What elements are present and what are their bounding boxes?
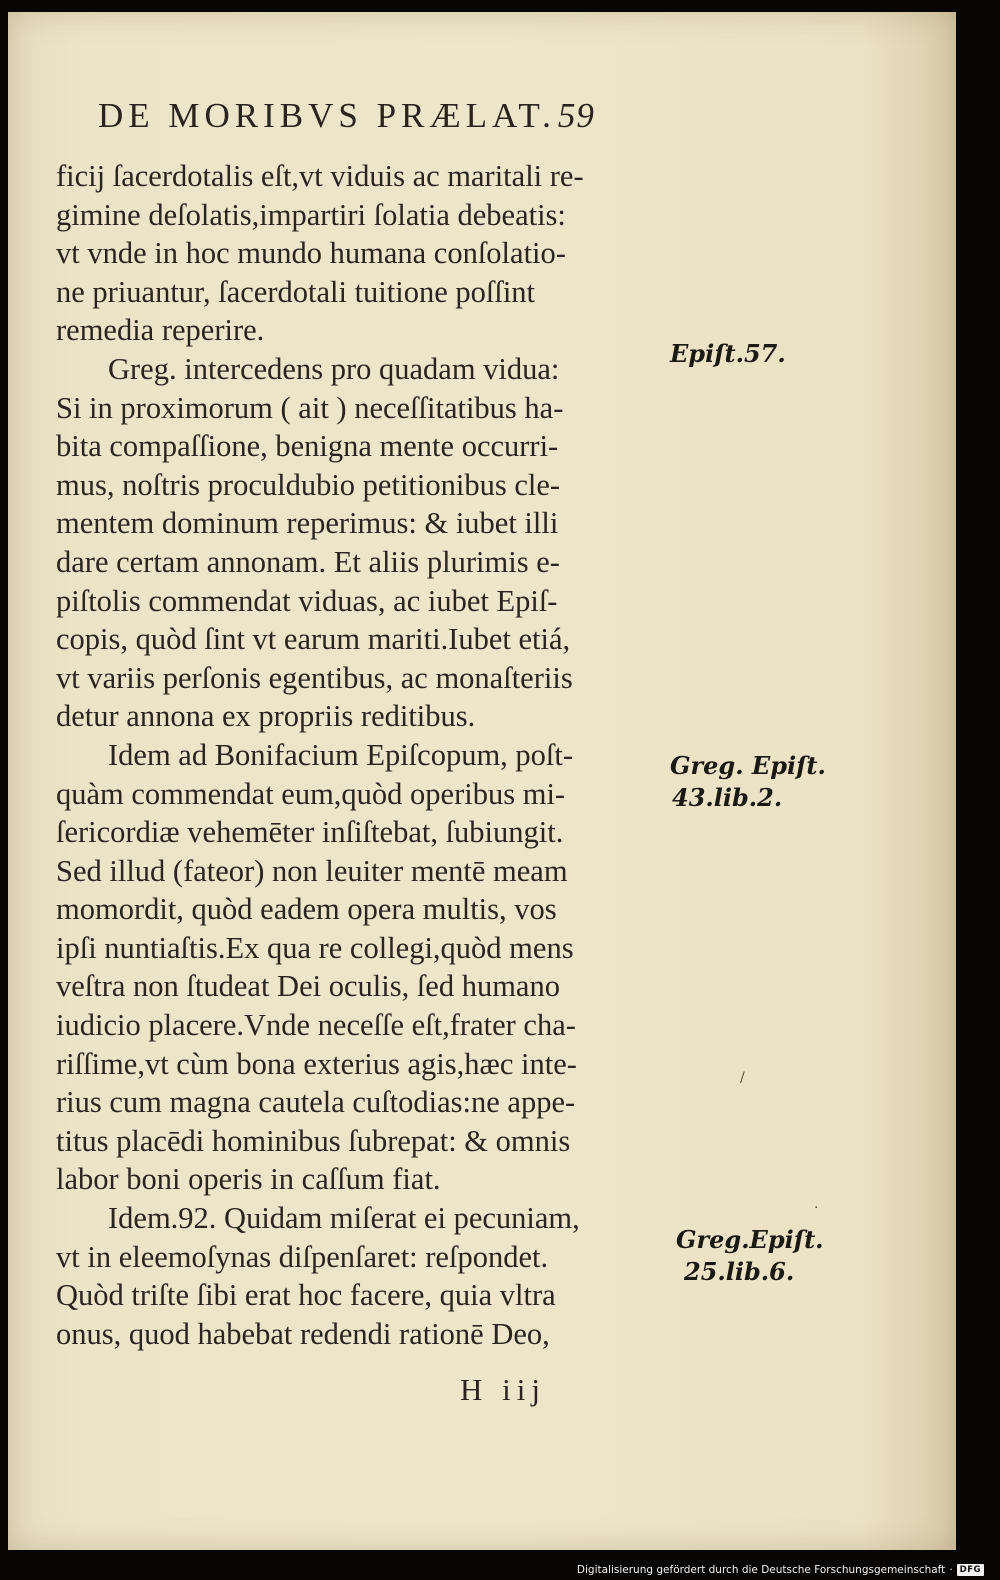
ink-speck: · (814, 1200, 819, 1216)
margin-note-line: Epiſt.57. (670, 339, 786, 368)
text-line: gimine deſolatis,impartiri ſolatia debeatis: (56, 197, 566, 232)
margin-note-3 (676, 1224, 824, 1288)
footer-separator: · (949, 1564, 953, 1576)
text-line: ſericordiæ vehemēter inſiſtebat, ſubiungit. (56, 815, 564, 850)
digitization-footer (577, 1564, 984, 1576)
text-line: labor boni operis in caſſum fiat. (56, 1162, 441, 1197)
text-line: dare certam annonam. Et aliis plurimis e- (56, 544, 560, 579)
text-line: Greg. intercedens pro quadam vidua: (108, 351, 560, 386)
text-line: remedia reperire. (56, 313, 265, 348)
text-line: copis, quòd ſint vt earum mariti.Iubet etiá, (56, 622, 571, 657)
margin-note-line: 43.lib.2. (672, 783, 783, 812)
text-line: iudicio placere.Vnde neceſſe eſt,frater cha- (56, 1008, 576, 1043)
page-number: 59 (557, 96, 595, 135)
text-line: vt in eleemoſynas diſpenſaret: reſpondet. (56, 1239, 549, 1274)
text-line: momordit, quòd eadem opera multis, vos (56, 892, 557, 927)
margin-note-line: 25.lib.6. (684, 1257, 795, 1286)
text-line: veſtra non ſtudeat Dei oculis, ſed humano (56, 969, 560, 1004)
text-line: mentem dominum reperimus: & iubet illi (56, 506, 559, 541)
text-line: Idem ad Bonifacium Epiſcopum, poſt- (108, 737, 574, 772)
text-line: titus placēdi hominibus ſubrepat: & omnis (56, 1123, 571, 1158)
margin-note-line: Greg. Epiſt. (670, 751, 826, 780)
text-line: Sed illud (fateor) non leuiter mentē meam (56, 853, 568, 888)
text-line: ficij ſacerdotalis eſt,vt viduis ac maritali re- (56, 159, 584, 193)
book-page (8, 12, 956, 1550)
running-header (98, 96, 595, 136)
text-line: detur annona ex propriis reditibus. (56, 699, 476, 734)
text-line: riſſime,vt cùm bona exterius agis,hæc inte- (56, 1046, 577, 1081)
text-line: ne priuantur, ſacerdotali tuitione poſſint (56, 274, 536, 309)
signature-mark: H iij (460, 1372, 546, 1407)
text-line: Si in proximorum ( ait ) neceſſitatibus ha- (56, 390, 564, 425)
text-line: rius cum magna cautela cuſtodias:ne appe- (56, 1085, 576, 1120)
text-line: piſtolis commendat viduas, ac iubet Epiſ- (56, 583, 558, 618)
margin-note-line: Greg.Epiſt. (676, 1225, 824, 1254)
text-line: quàm commendat eum,quòd operibus mi- (56, 776, 566, 811)
running-title: DE MORIBVS PRÆLAT. (98, 96, 556, 135)
ink-speck: / (740, 1070, 745, 1086)
text-line: onus, quod habebat redendi rationē Deo, (56, 1316, 550, 1351)
text-line: bita compaſſione, benigna mente occurri- (56, 429, 559, 464)
main-text-block (56, 157, 681, 1353)
margin-note-2 (670, 750, 826, 814)
text-line: Idem.92. Quidam miſerat ei pecuniam, (108, 1201, 580, 1236)
text-line: vt variis perſonis egentibus, ac monaſteriis (56, 660, 573, 695)
text-line: mus, noſtris proculdubio petitionibus cle- (56, 467, 561, 502)
footer-credit: Digitalisierung gefördert durch die Deutsche Forschungsgemeinschaft (576, 1564, 946, 1576)
text-line: ipſi nuntiaſtis.Ex qua re collegi,quòd mens (56, 930, 574, 965)
text-line: vt vnde in hoc mundo humana conſolatio- (56, 236, 566, 271)
margin-note-1 (670, 338, 786, 370)
text-line: Quòd triſte ſibi erat hoc facere, quia vltra (56, 1278, 556, 1313)
dfg-logo: DFG (957, 1564, 984, 1576)
